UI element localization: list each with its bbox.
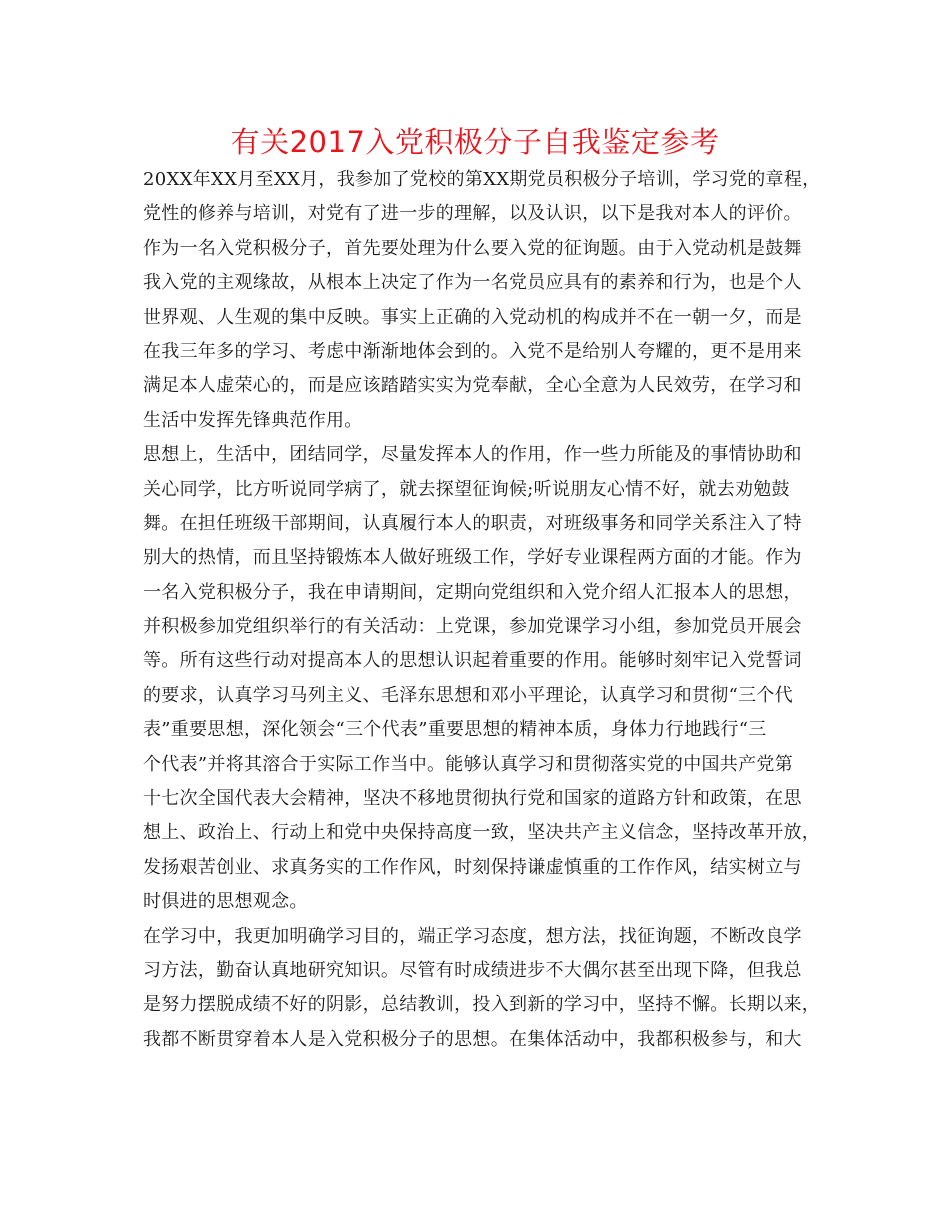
text-line: 在我三年多的学习、考虑中渐渐地体会到的。入党不是给别人夸耀的，更不是用来 <box>143 340 802 362</box>
text-line: 的要求，认真学习马列主义、毛泽东思想和邓小平理论，认真学习和贯彻“三个代 <box>143 684 793 706</box>
text-line: 世界观、人生观的集中反映。事实上正确的入党动机的构成并不在一朝一夕，而是 <box>143 306 802 328</box>
text-line: 别大的热情，而且坚持锻炼本人做好班级工作，学好专业课程两方面的才能。作为 <box>143 547 802 569</box>
text-line: 等。所有这些行动对提高本人的思想认识起着重要的作用。能够时刻牢记入党誓词 <box>143 650 802 672</box>
document-body <box>143 163 823 1057</box>
text-line: 满足本人虚荣心的，而是应该踏踏实实为党奉献，全心全意为人民效劳，在学习和 <box>143 375 802 397</box>
text-line: 我入党的主观缘故，从根本上决定了作为一名党员应具有的素养和行为，也是个人 <box>143 272 802 294</box>
text-line: 想上、政治上、行动上和党中央保持高度一致，坚决共产主义信念，坚持改革开放， <box>143 822 821 844</box>
text-line: 并积极参加党组织举行的有关活动：上党课，参加党课学习小组，参加党员开展会 <box>143 616 802 638</box>
text-line: 在学习中，我更加明确学习目的，端正学习态度，想方法，找征询题，不断改良学 <box>143 925 802 947</box>
text-line: 20XX年XX月至XX月，我参加了党校的第XX期党员积极分子培训，学习党的章程， <box>143 169 821 190</box>
text-line: 作为一名入党积极分子，首先要处理为什么要入党的征询题。由于入党动机是鼓舞 <box>143 237 802 259</box>
text-line: 一名入党积极分子，我在申请期间，定期向党组织和入党介绍人汇报本人的思想， <box>143 581 802 603</box>
text-line: 个代表”并将其溶合于实际工作当中。能够认真学习和贯彻落实党的中国共产党第 <box>143 753 793 775</box>
text-line: 习方法，勤奋认真地研究知识。尽管有时成绩进步不大偶尔甚至出现下降，但我总 <box>143 959 802 981</box>
document-title: 有关2017入党积极分子自我鉴定参考 <box>230 125 720 159</box>
text-line: 发扬艰苦创业、求真务实的工作作风，时刻保持谦虚慎重的工作作风，结实树立与 <box>143 856 802 878</box>
text-line: 党性的修养与培训，对党有了进一步的理解，以及认识，以下是我对本人的评价。 <box>143 203 802 225</box>
text-line: 我都不断贯穿着本人是入党积极分子的思想。在集体活动中，我都积极参与，和大 <box>143 1028 802 1050</box>
text-line: 时俱进的思想观念。 <box>143 891 308 913</box>
text-line: 舞。在担任班级干部期间，认真履行本人的职责，对班级事务和同学关系注入了特 <box>143 512 802 534</box>
text-line: 生活中发挥先锋典范作用。 <box>143 409 363 431</box>
text-line: 十七次全国代表大会精神，坚决不移地贯彻执行党和国家的道路方针和政策，在思 <box>143 788 802 810</box>
text-line: 关心同学，比方听说同学病了，就去探望征询候;听说朋友心情不好，就去劝勉鼓 <box>143 478 790 500</box>
text-line: 是努力摆脱成绩不好的阴影，总结教训，投入到新的学习中，坚持不懈。长期以来， <box>143 994 821 1016</box>
text-line: 思想上，生活中，团结同学，尽量发挥本人的作用，作一些力所能及的事情协助和 <box>143 444 802 466</box>
text-line: 表”重要思想，深化领会“三个代表”重要思想的精神本质，身体力行地践行“三 <box>143 719 767 741</box>
